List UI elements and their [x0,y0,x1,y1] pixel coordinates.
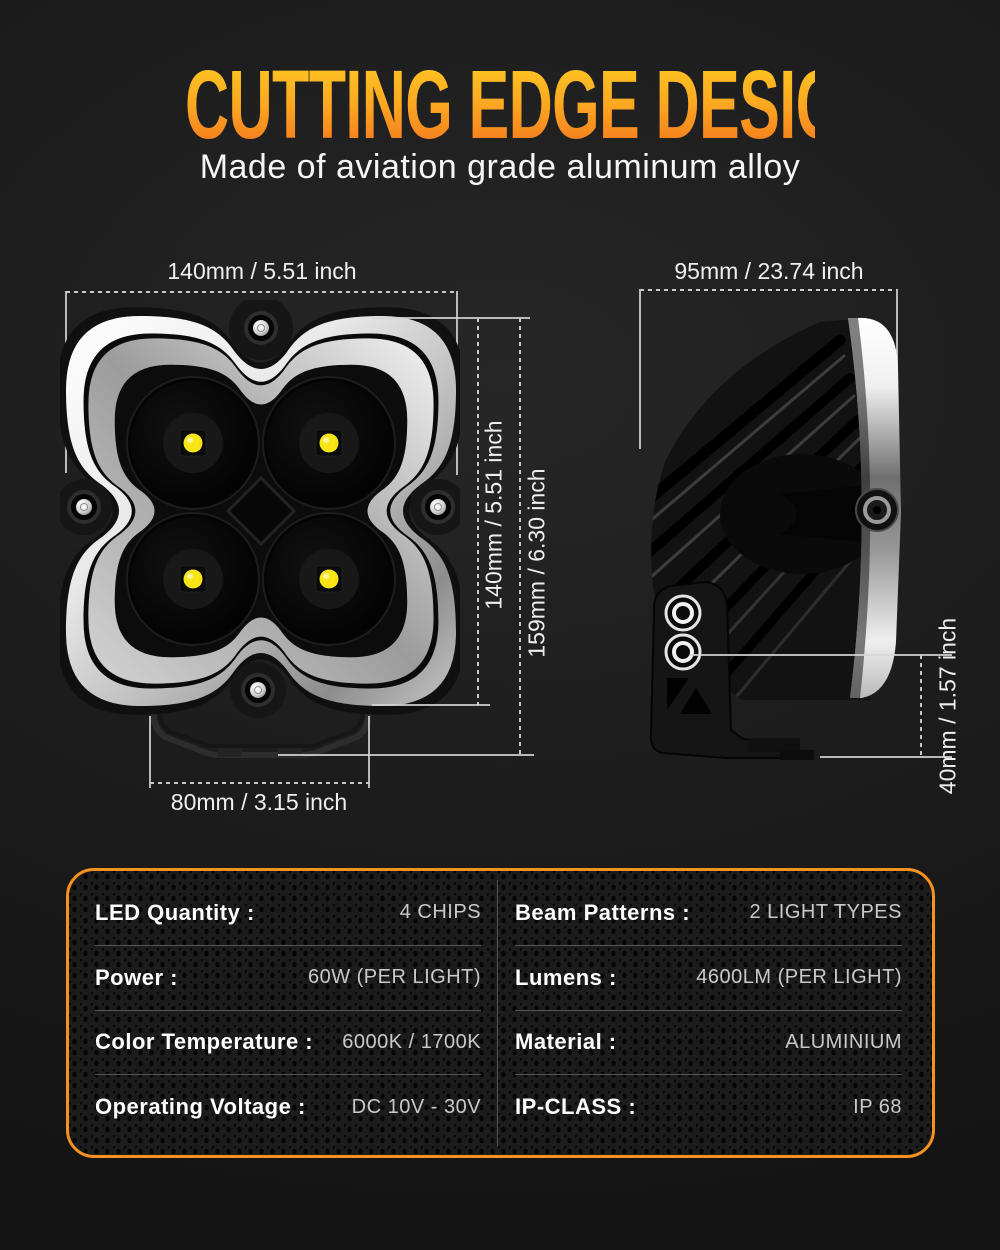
front-width-dim-label: 140mm / 5.51 inch [167,258,357,284]
side-bracket-tick-top [690,654,952,656]
side-depth-dim-label: 95mm / 23.74 inch [674,258,864,284]
spec-row-material [515,1011,902,1076]
front-width-dim-line [66,291,458,293]
spec-row-color-temperature [95,1011,481,1076]
led-lens-bottom-right [263,513,395,645]
front-total-height-dim-line [519,318,521,755]
led-lens-top-right [263,377,395,509]
spec-label: Beam Patterns : [515,899,691,925]
spec-value: 60W (PER LIGHT) [307,966,482,989]
bracket-width-dim-line [150,782,369,784]
spec-table-divider [497,880,498,1146]
spec-table [66,868,935,1158]
front-height-tick-top [372,317,530,319]
spec-row-operating-voltage [95,1075,481,1139]
spec-row-ip-class [515,1075,902,1139]
led-lens-bottom-left [127,513,259,645]
side-depth-dim-line [640,289,898,291]
spec-value: 6000K / 1700K [342,1030,482,1053]
spec-value: 2 LIGHT TYPES [749,901,902,924]
led-lens-top-left [127,377,259,509]
bracket-width-tick-right [368,716,370,788]
side-bracket-dim-label: 40mm / 1.57 inch [934,617,961,795]
front-view-product-image [60,300,460,770]
spec-value: 4600LM (PER LIGHT) [696,966,902,989]
front-total-height-dim-label: 159mm / 6.30 inch [523,468,550,658]
spec-label: IP-CLASS : [515,1094,637,1120]
spec-row-lumens [515,946,902,1011]
spec-table-left-column [69,881,497,1139]
spec-label: Power : [95,964,178,990]
front-total-height-tick-bottom [278,754,534,756]
spec-row-power [95,946,481,1011]
side-bracket-dim-line [920,655,922,757]
front-height-tick-bottom [372,704,490,706]
page-subtitle: Made of aviation grade aluminum alloy [199,148,801,186]
spec-table-right-column [497,881,932,1139]
side-lens [856,489,898,531]
bracket-width-dim-label: 80mm / 3.15 inch [170,789,348,815]
spec-label: LED Quantity : [95,899,255,925]
spec-value: ALUMINIUM [785,1030,902,1053]
bracket-width-tick-left [149,716,151,788]
spec-value: 4 CHIPS [399,901,482,924]
page-title: CUTTING EDGE DESIGN [185,50,887,159]
side-view-product-image [630,312,930,772]
spec-label: Color Temperature : [95,1029,314,1055]
spec-row-led-quantity [95,881,481,946]
spec-label: Operating Voltage : [95,1094,306,1120]
spec-label: Material : [515,1029,617,1055]
spec-row-beam-patterns [515,881,902,946]
spec-label: Lumens : [515,964,617,990]
spec-value: IP 68 [853,1095,902,1118]
front-height-dim-label: 140mm / 5.51 inch [480,420,507,610]
side-bracket-tick-bottom [820,756,952,758]
spec-value: DC 10V - 30V [351,1095,482,1118]
front-height-dim-line [477,318,479,705]
